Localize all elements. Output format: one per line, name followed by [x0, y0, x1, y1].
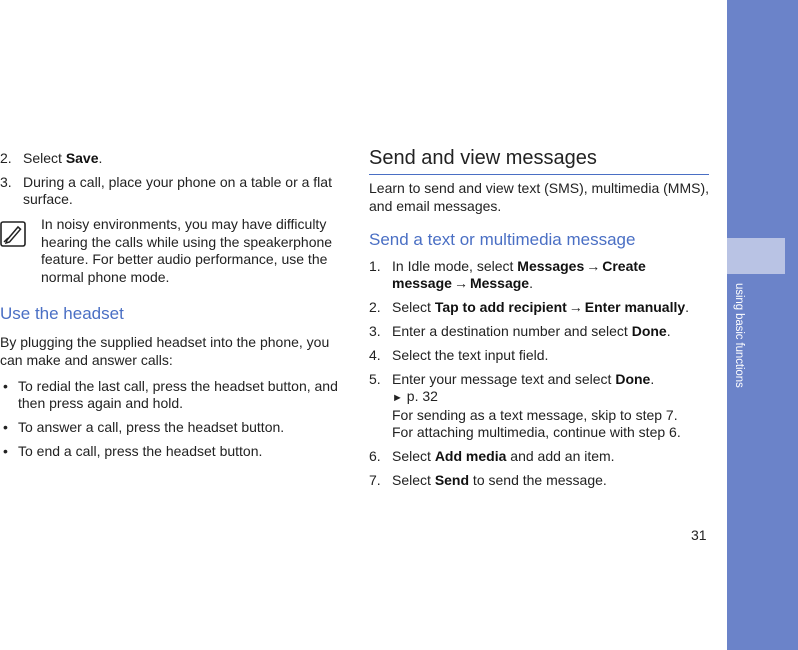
step-1: [369, 258, 709, 292]
step-save: [0, 150, 340, 167]
step-text: During a call, place your phone on a table or a flat surface.: [23, 174, 332, 207]
note-block: [0, 216, 340, 286]
step-number: 2.: [0, 150, 12, 166]
reference-text: p. 32: [406, 388, 438, 404]
step-text: In Idle mode, select: [392, 258, 518, 274]
left-column: [0, 150, 340, 460]
section-title: Send and view messages: [369, 146, 709, 175]
note-text: In noisy environments, you may have difficulty hearing the calls while using the speakerphone feature. For better audio performance, use the normal phone mode.: [41, 216, 333, 285]
page-reference: [392, 388, 709, 407]
menu-item-message: Message: [469, 275, 530, 291]
step-note: For sending as a text message, skip to step 7.: [392, 407, 678, 423]
step-text: Select: [392, 448, 435, 464]
step-text: .: [529, 275, 533, 291]
step-text: to send the message.: [469, 472, 607, 488]
step-text: Enter your message text and select: [392, 371, 616, 387]
right-column: [369, 146, 709, 489]
menu-item-add-media: Add media: [434, 448, 507, 464]
step-text: .: [666, 323, 671, 339]
step-2: [369, 299, 709, 316]
menu-item-save: Save: [65, 150, 99, 166]
step-text: Select: [23, 150, 66, 166]
subsection-heading: Send a text or multimedia message: [369, 230, 636, 249]
page-number: 31: [691, 527, 707, 543]
arrow-icon: →: [586, 258, 601, 274]
step-6: [369, 448, 709, 465]
step-text: .: [650, 371, 655, 387]
menu-item-done: Done: [631, 323, 667, 339]
headset-intro: By plugging the supplied headset into the phone, you can make and answer calls:: [0, 334, 330, 368]
menu-item-enter-manually: Enter manually: [584, 299, 686, 315]
bullet-text: To redial the last call, press the headset button, and then press again and hold.: [18, 378, 338, 411]
bullet-text: To end a call, press the headset button.: [18, 443, 263, 459]
step-text: Select: [392, 472, 435, 488]
menu-item-messages: Messages: [517, 258, 585, 274]
step-text: Select the text input field.: [392, 347, 549, 363]
note-pencil-icon: [0, 221, 26, 247]
arrow-icon: →: [453, 275, 468, 291]
chapter-tab: [727, 238, 785, 274]
step-number: 5.: [369, 371, 381, 387]
bullet-text: To answer a call, press the headset button.: [18, 419, 285, 435]
menu-item-tap-to-add-recipient: Tap to add recipient: [434, 299, 567, 315]
arrow-icon: →: [568, 299, 583, 315]
step-number: 2.: [369, 299, 381, 315]
step-number: 4.: [369, 347, 381, 363]
headset-heading: Use the headset: [0, 304, 124, 323]
step-text: and add an item.: [506, 448, 615, 464]
section-intro: Learn to send and view text (SMS), multimedia (MMS), and email messages.: [369, 180, 710, 214]
step-place-phone: [0, 174, 340, 208]
step-text: .: [685, 299, 690, 315]
step-number: 1.: [369, 258, 381, 274]
step-text: .: [98, 150, 103, 166]
step-text: Enter a destination number and select: [392, 323, 632, 339]
step-7: [369, 472, 709, 489]
step-number: 6.: [369, 448, 381, 464]
bullet-item: • To redial the last call, press the headset button, and then press again and hold.: [3, 378, 338, 411]
step-3: [369, 323, 709, 340]
menu-item-send: Send: [434, 472, 470, 488]
step-number: 7.: [369, 472, 381, 488]
step-number: 3.: [369, 323, 381, 339]
step-note: For attaching multimedia, continue with step 6.: [392, 424, 681, 440]
step-4: [369, 347, 709, 364]
step-number: 3.: [0, 174, 12, 190]
step-text: Select: [392, 299, 435, 315]
reference-arrow-icon: ►: [392, 392, 403, 404]
menu-item-done: Done: [615, 371, 651, 387]
bullet-item: • To answer a call, press the headset button.: [3, 419, 285, 435]
menu-item-create-message: Create message: [392, 258, 646, 291]
step-5: [369, 371, 709, 441]
chapter-label: using basic functions: [733, 283, 745, 388]
bullet-item: • To end a call, press the headset button.: [3, 443, 263, 459]
